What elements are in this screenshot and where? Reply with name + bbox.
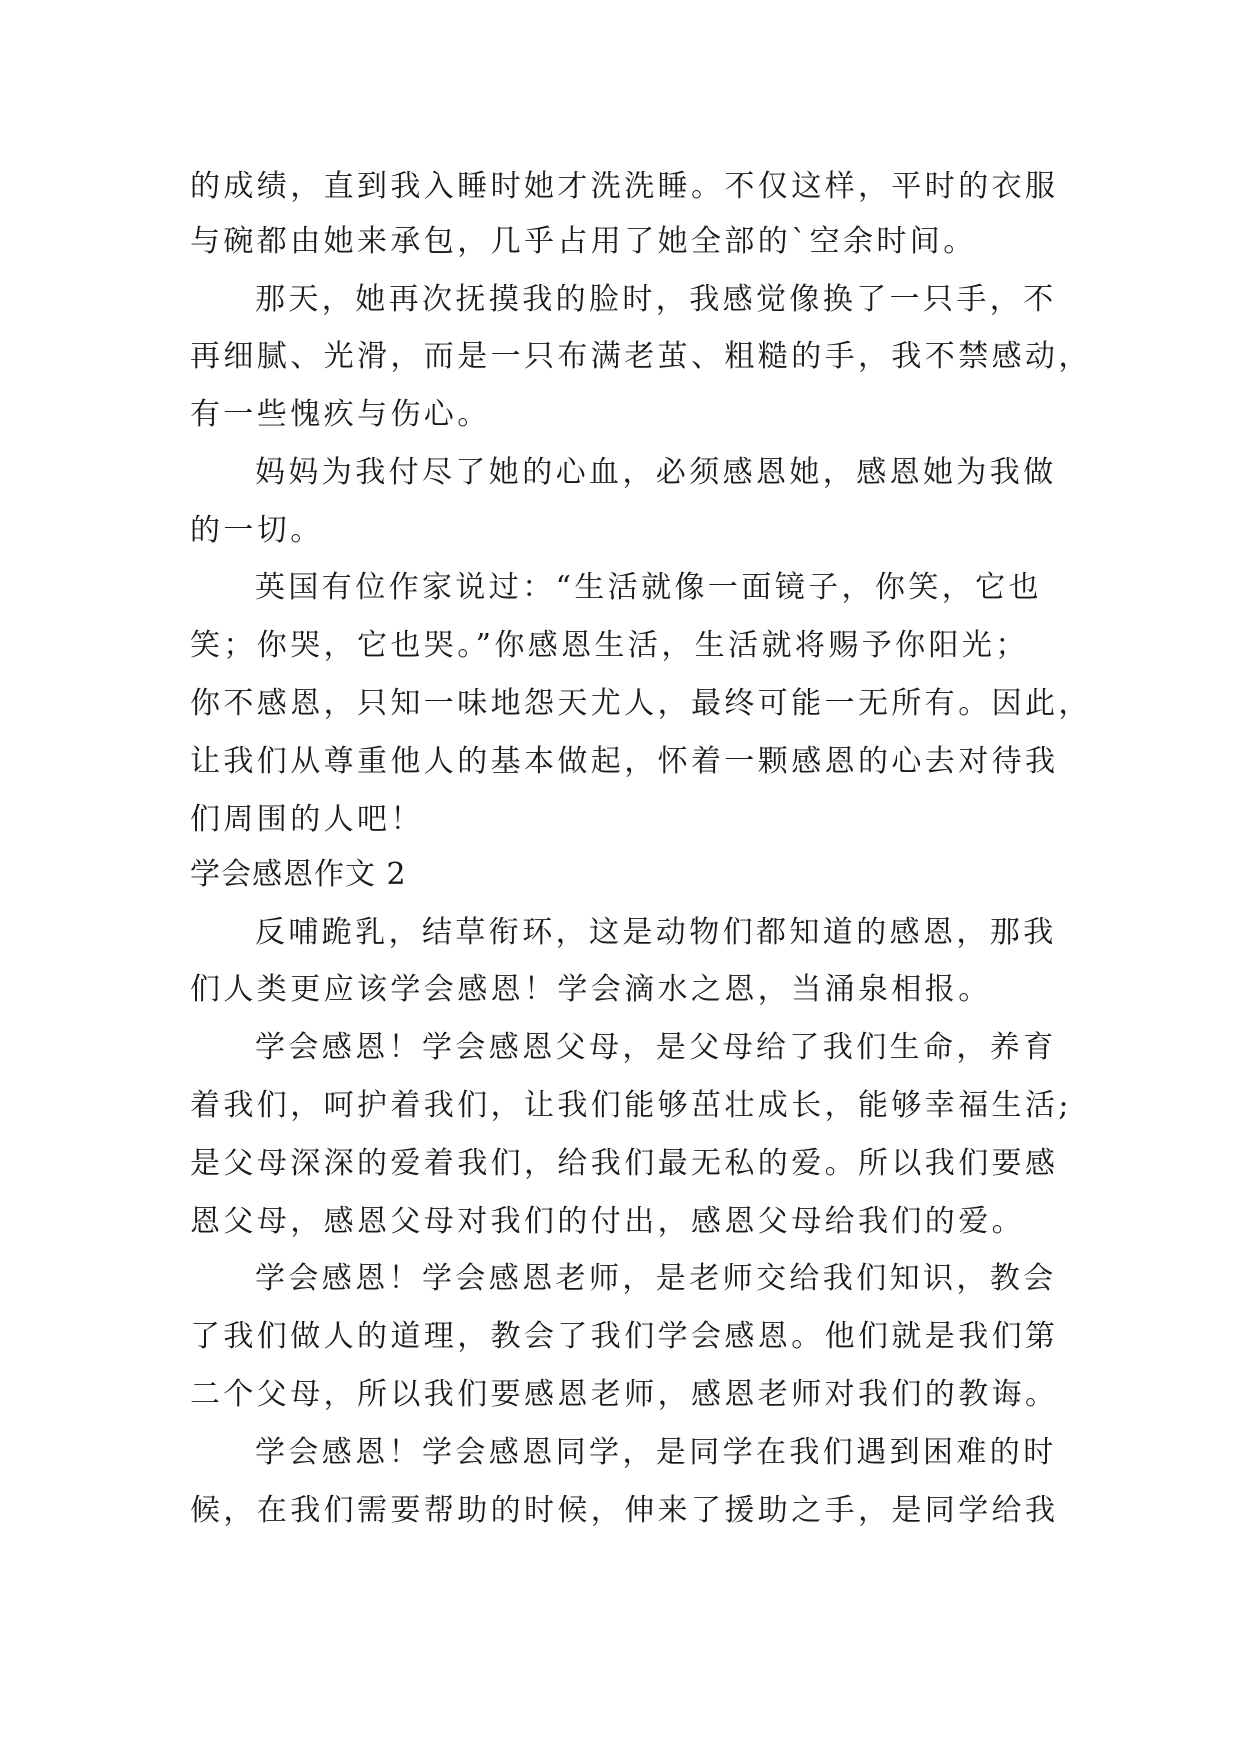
text-line: 那天，她再次抚摸我的脸时，我感觉像换了一只手，不 — [255, 282, 1057, 317]
text-line: 恩父母，感恩父母对我们的付出，感恩父母给我们的爱。 — [190, 1204, 1025, 1239]
text-line: 笑；你哭，它也哭。”你感恩生活，生活就将赐予你阳光； — [190, 628, 1029, 663]
text-line: 学会感恩！学会感恩老师，是老师交给我们知识，教会 — [255, 1261, 1057, 1296]
text-line: 的成绩，直到我入睡时她才洗洗睡。不仅这样，平时的衣服 — [190, 169, 1059, 204]
text-line: 妈妈为我付尽了她的心血，必须感恩她，感恩她为我做 — [255, 455, 1057, 490]
text-line: 反哺跪乳，结草衔环，这是动物们都知道的感恩，那我 — [255, 915, 1057, 950]
text-line: 与碗都由她来承包，几乎占用了她全部的`空余时间。 — [190, 224, 977, 259]
text-line: 了我们做人的道理，教会了我们学会感恩。他们就是我们第 — [190, 1319, 1059, 1354]
text-line: 的一切。 — [190, 513, 324, 548]
text-line: 让我们从尊重他人的基本做起，怀着一颗感恩的心去对待我 — [190, 744, 1059, 779]
text-line: 们周围的人吧！ — [190, 802, 424, 837]
text-line: 们人类更应该学会感恩！学会滴水之恩，当涌泉相报。 — [190, 972, 992, 1007]
text-line: 学会感恩！学会感恩同学，是同学在我们遇到困难的时 — [255, 1435, 1057, 1470]
text-line: 英国有位作家说过：“生活就像一面镜子，你笑，它也 — [255, 570, 1042, 605]
text-line: 学会感恩！学会感恩父母，是父母给了我们生命，养育 — [255, 1030, 1057, 1065]
text-line: 二个父母，所以我们要感恩老师，感恩老师对我们的教诲。 — [190, 1377, 1059, 1412]
text-line: 再细腻、光滑，而是一只布满老茧、粗糙的手，我不禁感动， — [190, 339, 1092, 374]
text-line: 着我们，呵护着我们，让我们能够茁壮成长，能够幸福生活; — [190, 1088, 1072, 1123]
text-line: 候，在我们需要帮助的时候，伸来了援助之手，是同学给我 — [190, 1493, 1059, 1528]
text-line: 有一些愧疚与伤心。 — [190, 397, 491, 432]
text-line: 是父母深深的爱着我们，给我们最无私的爱。所以我们要感 — [190, 1146, 1059, 1181]
section-heading: 学会感恩作文 2 — [190, 857, 407, 892]
text-line: 你不感恩，只知一味地怨天尤人，最终可能一无所有。因此， — [190, 686, 1092, 721]
